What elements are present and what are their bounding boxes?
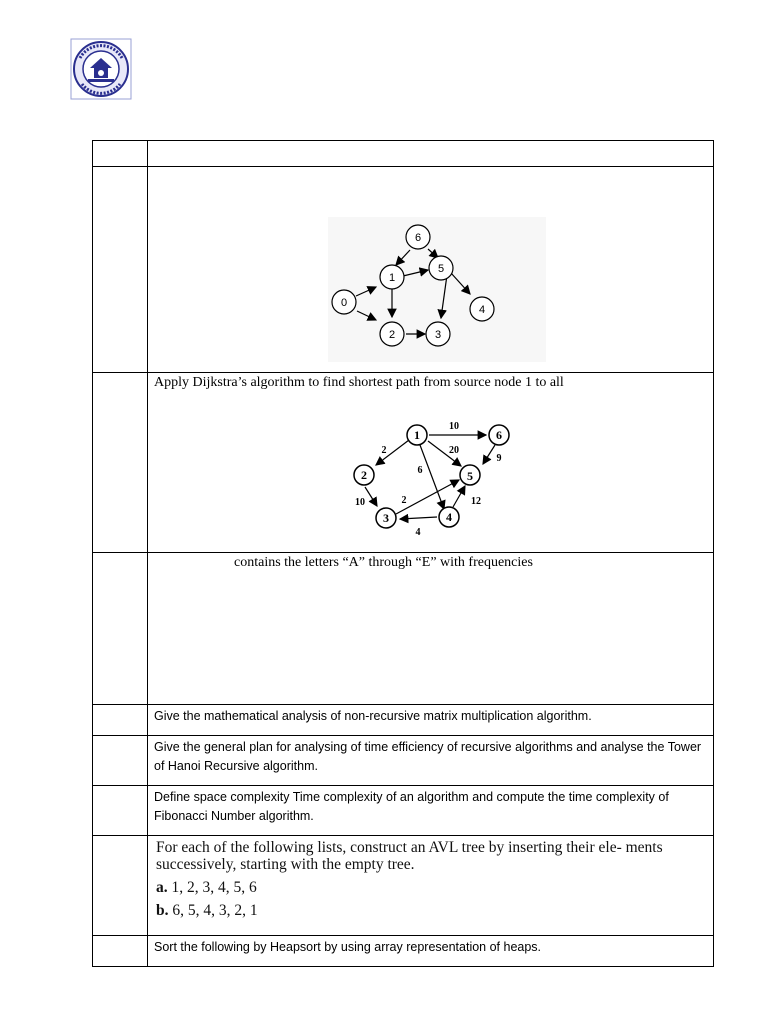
qno-cell (93, 936, 148, 967)
question-text: For each of the following lists, construct an AVL tree by inserting their ele- ments successively, starting with the empty tree. (156, 839, 663, 873)
graph-node-label: 5 (437, 263, 445, 275)
question-cell (148, 836, 714, 936)
edge-weight-label: 4 (415, 527, 421, 538)
item-label: a. (156, 879, 168, 896)
item-values: 1, 2, 3, 4, 5, 6 (171, 879, 257, 896)
edge-weight-label: 10 (449, 421, 459, 432)
graph-node-label: 4 (446, 510, 452, 524)
directed-graph-figure (148, 167, 714, 371)
qno-cell (93, 373, 148, 553)
qno-cell (93, 141, 148, 167)
table-row (93, 167, 714, 373)
table-row (93, 373, 714, 553)
graph-node-label: 6 (414, 232, 422, 244)
table-header-row (93, 141, 714, 167)
question-text: Apply Dijkstra’s algorithm to find shortest path from source node 1 to all (154, 375, 564, 390)
college-logo (70, 38, 132, 100)
question-text: Sort the following by Heapsort by using array representation of heaps. (154, 940, 542, 954)
item-values: 6, 5, 4, 3, 2, 1 (172, 902, 258, 919)
question-cell (148, 936, 714, 967)
graph-node-label: 0 (340, 297, 348, 309)
question-table (92, 140, 714, 967)
qno-cell (93, 836, 148, 936)
table-row (93, 836, 714, 936)
edge-weight-label: 6 (417, 465, 423, 476)
graph-node-label: 1 (414, 428, 420, 442)
question-text: Give the mathematical analysis of non-recursive matrix multiplication algorithm. (154, 709, 592, 723)
list-item (156, 902, 705, 919)
edge-weight-label: 10 (355, 497, 365, 508)
question-text: Define space complexity Time complexity of an algorithm and compute the time complexity of Fibonacci Number algorithm. (154, 790, 669, 823)
qno-cell (93, 786, 148, 836)
graph-node-label: 1 (388, 272, 396, 284)
weighted-graph-figure (148, 391, 714, 551)
item-label: b. (156, 902, 169, 919)
edge-weight-label: 9 (496, 453, 502, 464)
graph-node-label: 2 (361, 468, 367, 482)
graph-node-label: 5 (467, 469, 473, 483)
table-row (93, 553, 714, 705)
question-cell (148, 786, 714, 836)
question-cell (148, 736, 714, 786)
table-row (93, 705, 714, 736)
qno-cell (93, 705, 148, 736)
edge-weight-label: 12 (471, 496, 481, 507)
edge-weight-label: 20 (449, 445, 459, 456)
question-cell (148, 553, 714, 705)
question-cell (148, 141, 714, 167)
question-cell (148, 373, 714, 553)
graph-node-label: 2 (388, 329, 396, 341)
graph-node-label: 3 (383, 511, 389, 525)
avl-question (148, 836, 713, 919)
graph-node-label: 3 (434, 329, 442, 341)
qno-cell (93, 736, 148, 786)
list-item (156, 879, 705, 896)
question-cell (148, 167, 714, 373)
qno-cell (93, 553, 148, 705)
question-cell (148, 705, 714, 736)
graph-node-label: 6 (496, 428, 502, 442)
question-text: contains the letters “A” through “E” with frequencies (234, 555, 533, 570)
qno-cell (93, 167, 148, 373)
graph-node-label: 4 (478, 304, 486, 316)
edge-weight-label: 2 (381, 445, 387, 456)
edge-weight-label: 2 (401, 495, 407, 506)
table-row (93, 786, 714, 836)
table-row (93, 936, 714, 967)
table-row (93, 736, 714, 786)
question-text: Give the general plan for analysing of time efficiency of recursive algorithms and analyse the Tower of Hanoi Recursive algorithm. (154, 740, 702, 773)
